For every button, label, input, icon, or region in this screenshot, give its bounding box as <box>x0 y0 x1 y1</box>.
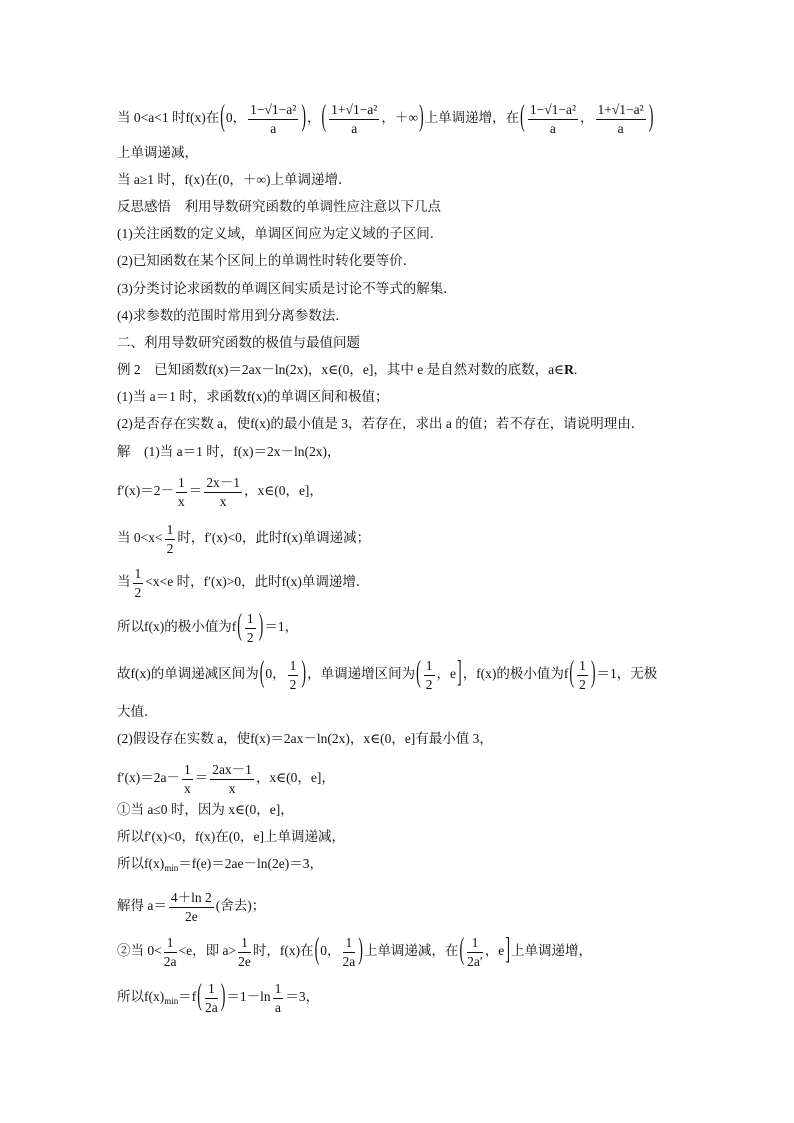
fraction <box>528 102 578 136</box>
text-run: 解 (1)当 a＝1 时，f(x)＝2x－ln(2x)， <box>117 444 341 459</box>
fraction <box>467 935 483 969</box>
fraction-numerator: 1 <box>343 935 356 953</box>
fraction <box>182 762 193 796</box>
fraction <box>210 762 254 796</box>
text-line-l23 <box>117 830 345 844</box>
text-run: 时，f(x)在 <box>252 943 314 959</box>
fraction-numerator: 2ax－1 <box>210 762 254 780</box>
text-run: ，x∈(0，e]， <box>255 770 335 786</box>
text-run: 所以f(x) <box>117 856 165 871</box>
fraction-denominator: 2 <box>425 676 433 692</box>
fraction-numerator: 1+√1−a² <box>329 102 379 120</box>
text-run: (4)求参数的范围时常用到分离参数法． <box>117 308 349 323</box>
fraction-denominator: a <box>549 120 556 136</box>
fraction-denominator: 2e <box>238 953 251 969</box>
fraction-numerator: 1 <box>577 658 588 676</box>
fraction-numerator: 4＋ln 2 <box>169 890 214 908</box>
fraction <box>577 658 588 692</box>
fraction <box>248 102 298 136</box>
text-run: 反思感悟 利用导数研究函数的单调性应注意以下几点 <box>117 199 441 214</box>
text-run: 大值． <box>117 704 158 719</box>
text-run: ， <box>307 110 321 126</box>
text-run: 例 2 已知函数f(x)＝2ax－ln(2x)，x∈(0，e]，其中 e 是自然对数的底数，a∈ <box>117 362 565 377</box>
fraction-numerator: 1−√1−a² <box>248 102 298 120</box>
text-run: 时，f′(x)<0，此时f(x)单调递减； <box>177 530 371 546</box>
big-parenthesis: ( <box>314 934 320 968</box>
fraction-numerator: 1 <box>245 611 256 629</box>
text-line-l12 <box>117 417 644 431</box>
text-run: . <box>573 362 578 377</box>
text-run: 当 0<x< <box>117 530 163 546</box>
big-parenthesis: ) <box>220 980 226 1014</box>
text-line-l6 <box>117 254 416 268</box>
text-run: (2)假设存在实数 a，使f(x)＝2ax－ln(2x)，x∈(0，e]有最小值 3， <box>117 731 493 746</box>
text-line-l25 <box>117 890 265 924</box>
text-run: ＝f <box>178 989 197 1005</box>
text-run: 当 <box>117 574 131 590</box>
fraction-numerator: 1 <box>288 658 299 676</box>
text-run: 上单调递增，在 <box>424 110 520 126</box>
fraction <box>238 935 251 969</box>
fraction <box>596 102 646 136</box>
text-run: (2)是否存在实数 a，使f(x)的最小值是 3，若存在，求出 a 的值；若不存在，请说明理由． <box>117 416 645 431</box>
text-line-l7 <box>117 282 457 296</box>
fraction-numerator: 1 <box>164 935 177 953</box>
text-run: (3)分类讨论求函数的单调区间实质是讨论不等式的解集． <box>117 281 457 296</box>
text-line-l24 <box>117 857 323 873</box>
subscript: min <box>164 863 179 873</box>
fraction <box>329 102 379 136</box>
fraction-denominator: x <box>177 493 185 509</box>
fraction-numerator: 1+√1−a² <box>596 102 646 120</box>
text-line-l13 <box>117 445 340 459</box>
text-run: ，单调递增区间为 <box>307 666 416 682</box>
fraction-numerator: 1 <box>273 981 284 999</box>
fraction <box>205 981 218 1015</box>
text-run: ，e <box>484 943 505 959</box>
text-line-l2 <box>117 146 198 160</box>
text-line-l18 <box>117 658 657 692</box>
text-line-l20 <box>117 732 493 746</box>
text-run: f′(x)＝2－ <box>117 483 174 499</box>
fraction-numerator: 1 <box>205 981 218 999</box>
fraction <box>204 475 242 509</box>
fraction-numerator: 1 <box>176 475 187 493</box>
text-run: ，f(x)的极小值为f <box>462 666 569 682</box>
big-parenthesis: ( <box>237 610 242 644</box>
text-run: 0， <box>225 110 247 126</box>
big-parenthesis: ) <box>418 101 424 135</box>
text-line-l26 <box>117 935 592 969</box>
bold-symbol: R <box>564 362 574 377</box>
fraction-numerator: 1 <box>238 935 251 953</box>
text-run: ＝f(e)＝2ae－ln(2e)＝3， <box>178 856 323 871</box>
text-run: 所以f(x)的极小值为f <box>117 619 237 635</box>
fraction-numerator: 2x－1 <box>204 475 242 493</box>
fraction <box>273 981 284 1015</box>
big-parenthesis: ) <box>358 934 363 968</box>
text-run: 故f(x)的单调递减区间为 <box>117 666 259 682</box>
text-run: ， <box>580 110 594 126</box>
fraction-numerator: 1 <box>424 658 435 676</box>
subscript: min <box>164 996 179 1007</box>
text-run: ，x∈(0，e]， <box>243 483 323 499</box>
big-parenthesis: ( <box>220 101 225 135</box>
text-run: 上单调递增， <box>510 943 592 959</box>
fraction-denominator: a <box>617 120 624 136</box>
fraction-denominator: a <box>351 120 358 136</box>
fraction <box>165 522 176 556</box>
text-run: ＝1， <box>264 619 299 635</box>
text-line-l14 <box>117 475 323 509</box>
text-run: 解得 a＝ <box>117 898 167 914</box>
fraction-denominator: x <box>183 780 191 796</box>
text-run: ＝ <box>194 770 209 786</box>
text-run: ②当 0< <box>117 943 162 959</box>
text-run: f′(x)＝2a－ <box>117 770 180 786</box>
big-parenthesis: ) <box>258 610 264 644</box>
text-run: 0， <box>320 943 341 959</box>
text-run: ＝1－ln <box>226 989 271 1005</box>
text-run: 所以f′(x)<0，f(x)在(0，e]上单调递减， <box>117 829 346 844</box>
big-parenthesis: ) <box>301 101 306 135</box>
text-run: 当 0<a<1 时f(x)在 <box>117 110 220 126</box>
fraction-numerator: 1 <box>467 935 483 953</box>
big-parenthesis: ( <box>197 980 202 1014</box>
fraction-numerator: 1 <box>133 566 144 584</box>
text-run: 当 a≥1 时，f(x)在(0，＋∞)上单调递增． <box>117 172 352 187</box>
text-run: 上单调递减，在 <box>363 943 459 959</box>
fraction-numerator: 1 <box>182 762 193 780</box>
fraction-denominator: 2a <box>204 999 218 1015</box>
fraction-denominator: 2 <box>289 676 297 692</box>
fraction-denominator: a <box>275 999 281 1015</box>
fraction-denominator: 2a <box>342 953 356 969</box>
text-line-l22 <box>117 803 294 817</box>
fraction <box>169 890 214 924</box>
text-line-l8 <box>117 309 349 323</box>
fraction <box>343 935 356 969</box>
fraction <box>164 935 177 969</box>
text-run: ①当 a≤0 时，因为 x∈(0，e]， <box>117 802 294 817</box>
text-run: ，＋∞ <box>381 110 418 126</box>
text-line-l5 <box>117 227 443 241</box>
big-parenthesis: ) <box>301 657 307 691</box>
fraction <box>133 566 144 600</box>
text-run: ＝1，无极 <box>596 666 658 682</box>
text-run: 上单调递减， <box>117 145 198 160</box>
text-run: <x<e 时，f′(x)>0，此时f(x)单调递增． <box>145 574 370 590</box>
text-run: (1)关注函数的定义域，单调区间应为定义域的子区间． <box>117 226 444 241</box>
text-run: ，e <box>436 666 457 682</box>
text-line-l10 <box>117 363 577 377</box>
fraction-denominator: 2e <box>184 908 198 924</box>
fraction-numerator: 1 <box>165 522 176 540</box>
fraction-denominator: 2a <box>163 953 177 969</box>
big-parenthesis: ) <box>648 101 654 135</box>
big-parenthesis: ) <box>590 657 596 691</box>
text-line-l11 <box>117 390 388 404</box>
big-parenthesis: ( <box>569 657 575 691</box>
big-bracket: ] <box>457 657 462 691</box>
text-line-l9 <box>117 336 360 350</box>
text-line-l19 <box>117 705 158 719</box>
text-line-l21 <box>117 762 335 796</box>
text-run: ＝ <box>188 483 203 499</box>
text-run: (2)已知函数在某个区间上的单调性时转化要等价． <box>117 253 417 268</box>
fraction-denominator: x <box>219 493 227 509</box>
big-parenthesis: ( <box>459 934 465 968</box>
fraction-denominator: 2 <box>134 584 142 600</box>
fraction <box>288 658 299 692</box>
big-parenthesis: ( <box>520 101 525 135</box>
text-line-l3 <box>117 173 352 187</box>
text-line-l15 <box>117 522 370 556</box>
text-run: 二、利用导数研究函数的极值与最值问题 <box>117 335 360 350</box>
fraction <box>176 475 187 509</box>
fraction-denominator: 2a′ <box>467 953 483 969</box>
text-line-l27 <box>117 981 319 1015</box>
text-run: (1)当 a＝1 时，求函数f(x)的单调区间和极值； <box>117 389 389 404</box>
fraction <box>245 611 256 645</box>
big-bracket: ] <box>505 934 510 968</box>
text-run: 所以f(x) <box>117 989 165 1005</box>
text-run: ＝3， <box>285 989 320 1005</box>
big-parenthesis: ( <box>321 101 327 135</box>
text-run: <e，即 a> <box>178 943 237 959</box>
text-line-l1 <box>117 102 654 136</box>
fraction-denominator: 2 <box>579 676 586 692</box>
text-line-l16 <box>117 566 369 600</box>
fraction-denominator: a <box>270 120 277 136</box>
fraction-denominator: 2 <box>246 629 254 645</box>
big-parenthesis: ( <box>259 657 265 691</box>
fraction-denominator: x <box>228 780 236 796</box>
fraction-denominator: 2 <box>166 540 174 556</box>
text-line-l17 <box>117 611 298 645</box>
fraction-numerator: 1−√1−a² <box>528 102 578 120</box>
big-parenthesis: ( <box>416 657 421 691</box>
text-run: 0， <box>265 666 286 682</box>
text-run: (舍去)； <box>215 898 266 914</box>
text-line-l4 <box>117 200 441 214</box>
fraction <box>424 658 435 692</box>
